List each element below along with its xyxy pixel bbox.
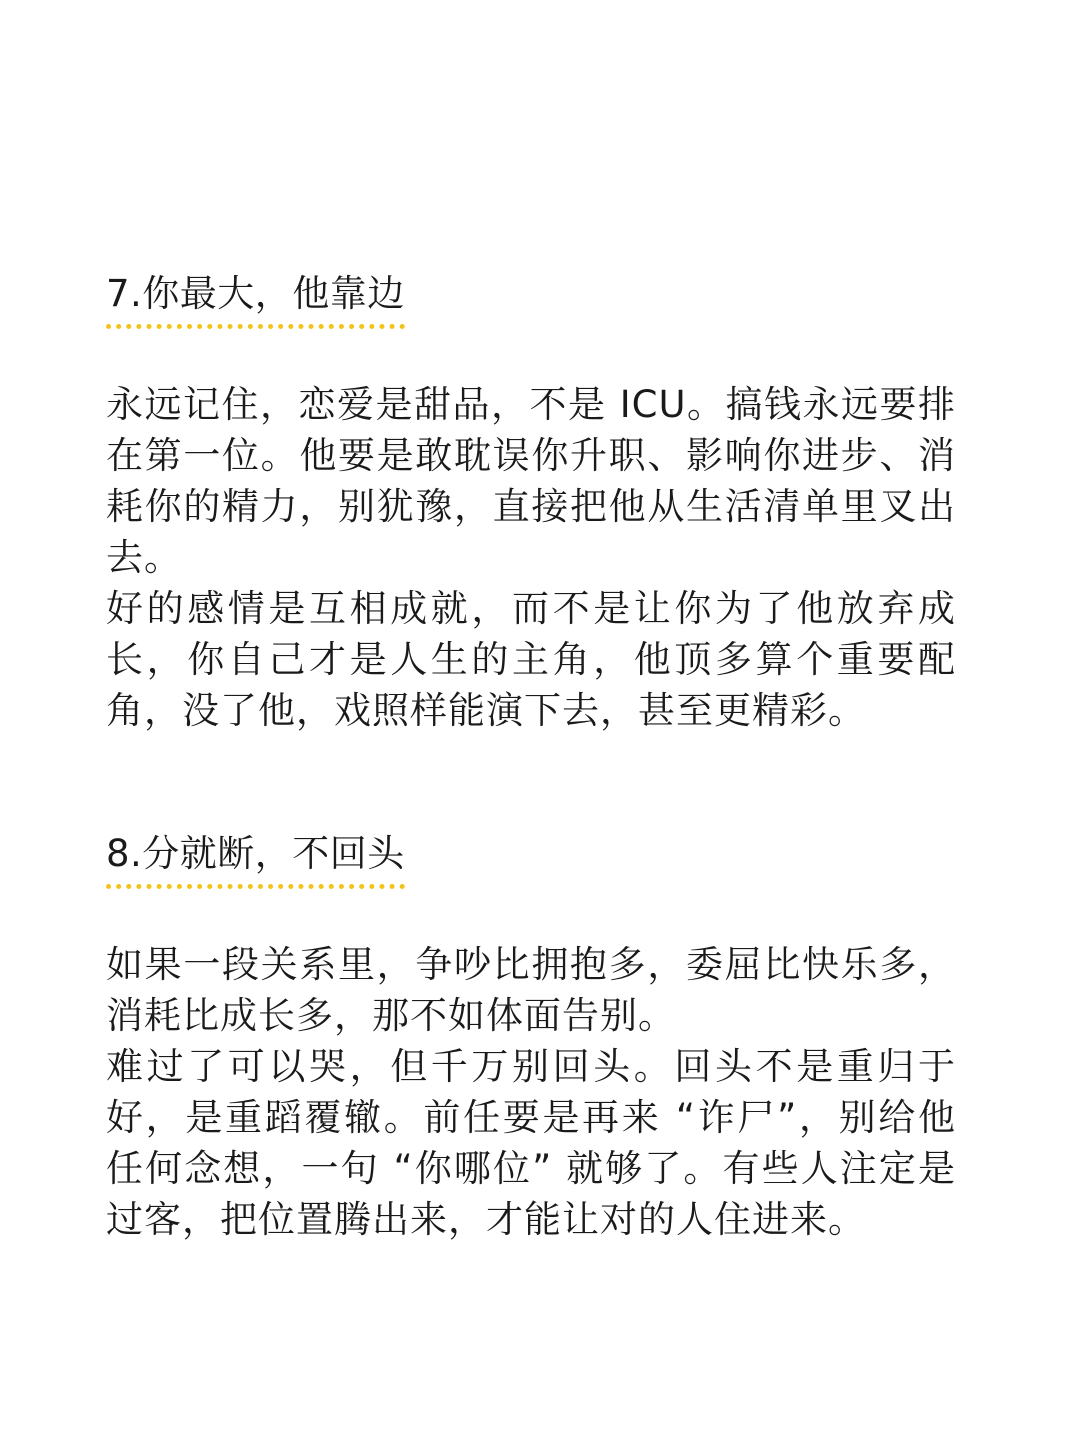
section-heading: 8.分就断，不回头 [106, 828, 405, 889]
section-body [106, 939, 956, 1245]
article-content [106, 268, 956, 1245]
section-body [106, 379, 956, 736]
section-7 [106, 268, 956, 736]
section-heading: 7.你最大，他靠边 [106, 268, 405, 329]
paragraph: 好的感情是互相成就，而不是让你为了他放弃成长，你自己才是人生的主角，他顶多算个重要配角，没了他，戏照样能演下去，甚至更精彩。 [106, 587, 956, 732]
paragraph: 难过了可以哭，但千万别回头。回头不是重归于好，是重蹈覆辙。前任要是再来 “诈尸”，别给他任何念想，一句 “你哪位” 就够了。有些人注定是过客，把位置腾出来，才能让对的人住进来。 [106, 1045, 956, 1241]
paragraph: 永远记住，恋爱是甜品，不是 ICU。搞钱永远要排在第一位。他要是敢耽误你升职、影响你进步、消耗你的精力，别犹豫，直接把他从生活清单里叉出去。 [106, 383, 956, 579]
section-8 [106, 828, 956, 1245]
paragraph: 如果一段关系里，争吵比拥抱多，委屈比快乐多，消耗比成长多，那不如体面告别。 [106, 943, 956, 1037]
